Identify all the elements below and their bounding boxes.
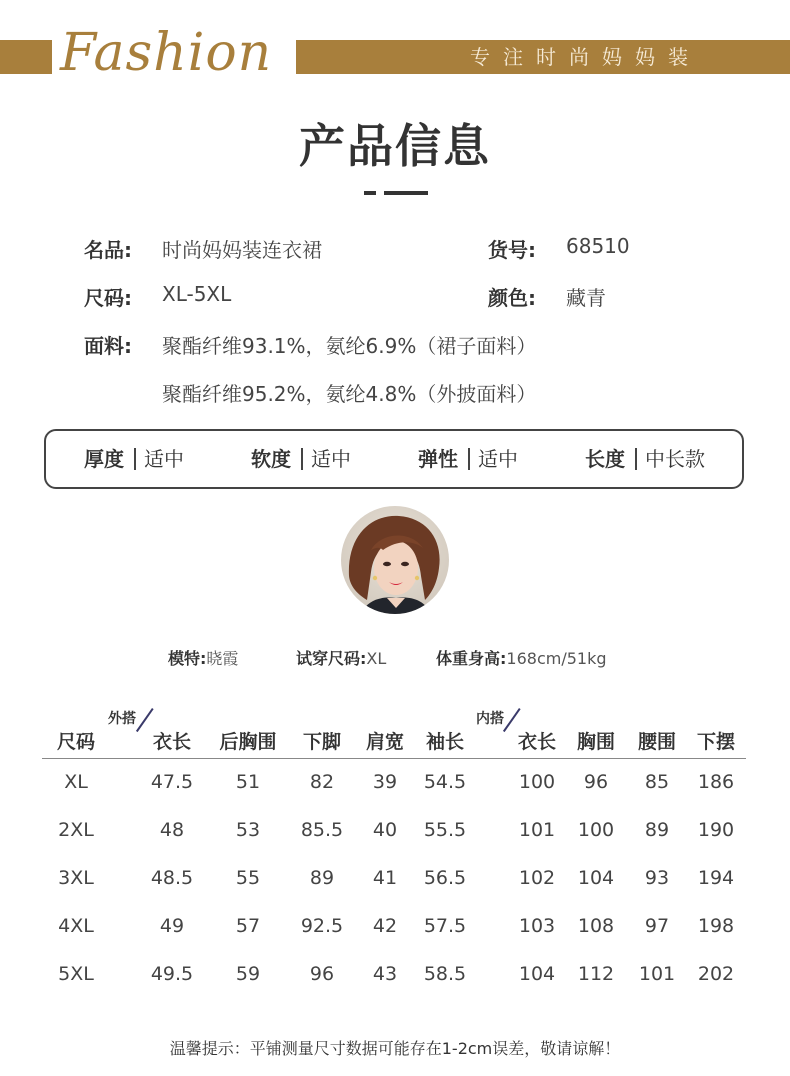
sku-value: 68510 [566,234,630,258]
attribute-label: 弹性 [418,447,458,471]
attribute-elasticity [418,445,518,473]
table-cell: 102 [518,867,556,889]
table-cell: 54.5 [423,771,467,793]
fabric-line-1: 聚酯纤维93.1%，氨纶6.9%（裙子面料） [162,334,537,358]
fabric-line-2: 聚酯纤维95.2%，氨纶4.8%（外披面料） [162,382,537,406]
attribute-value: 适中 [144,447,184,471]
table-cell: 55 [235,867,261,889]
table-cell: 112 [577,963,615,985]
model-size-value: XL [366,649,387,668]
attribute-label: 厚度 [84,447,124,471]
table-cell: 101 [518,819,556,841]
model-body-value: 168cm/51kg [506,649,607,668]
attribute-separator [301,448,303,470]
model-name-value: 晓霞 [206,649,239,668]
table-cell: 85.5 [300,819,344,841]
table-cell: 96 [583,771,609,793]
table-cell: 89 [644,819,670,841]
table-cell: 53 [235,819,261,841]
table-cell: 39 [372,771,398,793]
header-hem-opening: 下脚 [302,731,341,753]
header-sleeve: 袖长 [425,731,464,753]
title-divider-short [364,191,376,195]
model-name-label: 模特: [168,649,207,668]
table-cell: 97 [644,915,670,937]
table-cell: 55.5 [423,819,467,841]
table-cell: 89 [309,867,335,889]
slogan: 专注时尚妈妈装 [470,45,701,69]
header-waist: 腰围 [637,731,676,753]
model-trial-size [296,646,386,669]
attribute-value: 适中 [478,447,518,471]
table-cell: 2XL [58,819,94,841]
fabric-label: 面料: [84,334,132,358]
attribute-thickness [84,445,184,473]
table-cell: 96 [309,963,335,985]
name-label: 名品: [84,238,132,262]
table-cell: 49.5 [150,963,194,985]
attribute-softness [251,445,351,473]
table-cell: 85 [644,771,670,793]
model-portrait-image [341,506,449,614]
attribute-value: 适中 [311,447,351,471]
table-cell: 42 [372,915,398,937]
table-cell: 4XL [58,915,94,937]
attribute-separator [468,448,470,470]
table-cell: 101 [638,963,676,985]
color-value: 藏青 [566,286,606,310]
header-shoulder: 肩宽 [365,731,404,753]
table-cell: 57 [235,915,261,937]
header-back-chest: 后胸围 [219,731,277,753]
table-cell: 48.5 [150,867,194,889]
table-cell: XL [64,771,88,793]
table-cell: 40 [372,819,398,841]
attribute-length [585,445,705,473]
model-body [436,646,607,669]
table-cell: 51 [235,771,261,793]
table-cell: 47.5 [150,771,194,793]
table-cell: 48 [159,819,185,841]
table-cell: 100 [577,819,615,841]
table-cell: 198 [697,915,735,937]
table-cell: 92.5 [300,915,344,937]
table-cell: 41 [372,867,398,889]
inner-wear-tag: 内搭 [476,711,504,727]
brand-logo: Fashion [60,23,273,83]
table-cell: 58.5 [423,963,467,985]
model-body-label: 体重身高: [436,649,507,668]
table-cell: 3XL [58,867,94,889]
header-chest: 胸围 [576,731,615,753]
table-cell: 5XL [58,963,94,985]
page-title: 产品信息 [299,119,491,173]
header-size: 尺码 [56,731,95,753]
outer-wear-tag: 外搭 [108,711,136,727]
model-avatar [341,506,449,614]
table-cell: 100 [518,771,556,793]
table-cell: 104 [577,867,615,889]
attribute-label: 长度 [585,447,625,471]
color-label: 颜色: [488,286,536,310]
table-cell: 49 [159,915,185,937]
sku-label: 货号: [488,238,536,262]
table-cell: 190 [697,819,735,841]
size-label: 尺码: [84,286,132,310]
table-cell: 108 [577,915,615,937]
attribute-separator [635,448,637,470]
table-cell: 57.5 [423,915,467,937]
table-cell: 103 [518,915,556,937]
title-divider-long [384,191,428,195]
table-cell: 82 [309,771,335,793]
attribute-value: 中长款 [645,447,705,471]
table-header-rule [42,758,746,759]
model-size-label: 试穿尺码: [296,649,367,668]
table-cell: 56.5 [423,867,467,889]
header-band-left [0,40,52,74]
size-value: XL-5XL [162,282,232,306]
table-cell: 59 [235,963,261,985]
footer-note: 温馨提示：平铺测量尺寸数据可能存在1-2cm误差，敬请谅解！ [169,1039,621,1058]
table-cell: 93 [644,867,670,889]
table-cell: 194 [697,867,735,889]
name-value: 时尚妈妈装连衣裙 [162,238,322,262]
header-outer-length: 衣长 [152,731,191,753]
header-hem: 下摆 [696,731,735,753]
table-cell: 202 [697,963,735,985]
attribute-separator [134,448,136,470]
header-inner-length: 衣长 [517,731,556,753]
model-name [168,646,238,669]
table-cell: 43 [372,963,398,985]
table-cell: 186 [697,771,735,793]
attribute-label: 软度 [251,447,291,471]
table-cell: 104 [518,963,556,985]
